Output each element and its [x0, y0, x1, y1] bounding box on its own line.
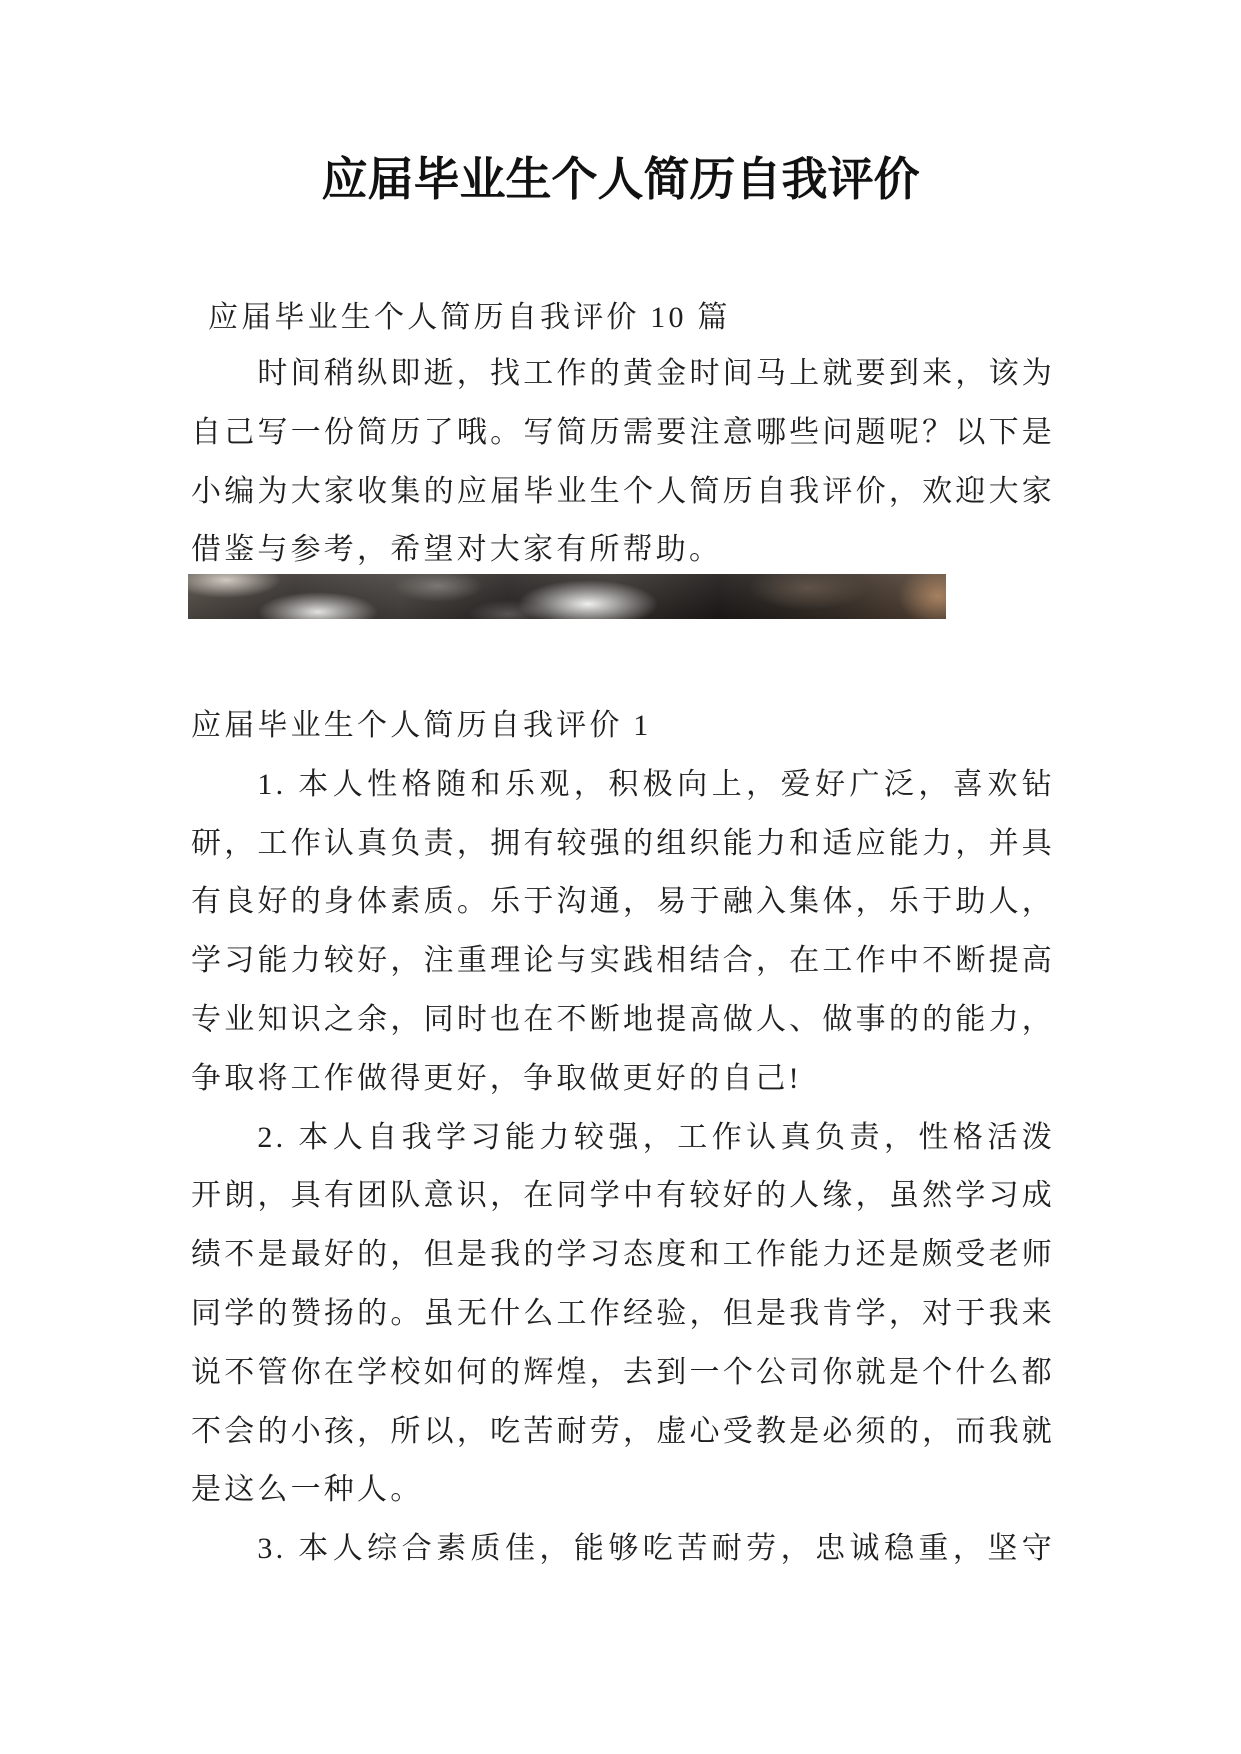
document-subtitle: 应届毕业生个人简历自我评价 10 篇	[208, 301, 731, 334]
paragraph-line: 研，工作认真负责，拥有较强的组织能力和适应能力，并具	[191, 826, 1055, 860]
paragraph-line: 小编为大家收集的应届毕业生个人简历自我评价，欢迎大家	[191, 474, 1055, 508]
article-image	[188, 574, 946, 619]
paragraph-line: 说不管你在学校如何的辉煌，去到一个公司你就是个什么都	[191, 1355, 1055, 1389]
paragraph-line: 学习能力较好，注重理论与实践相结合，在工作中不断提高	[191, 944, 1055, 978]
intro-paragraph	[191, 345, 1055, 580]
paragraph-line: 同学的赞扬的。虽无什么工作经验，但是我肯学，对于我来	[191, 1296, 1055, 1330]
paragraph-line: 开朗，具有团队意识，在同学中有较好的人缘，虽然学习成	[191, 1179, 1055, 1213]
paragraph-line: 自己写一份简历了哦。写简历需要注意哪些问题呢？以下是	[191, 415, 1055, 449]
section-heading: 应届毕业生个人简历自我评价 1	[191, 709, 652, 742]
evaluation-paragraph-1	[191, 756, 1055, 1109]
paragraph-line: 3. 本人综合素质佳，能够吃苦耐劳，忠诚稳重，坚守	[257, 1532, 1055, 1566]
paragraph-line: 时间稍纵即逝，找工作的黄金时间马上就要到来，该为	[257, 357, 1055, 390]
evaluation-paragraph-2	[191, 1109, 1055, 1521]
paragraph-line: 专业知识之余，同时也在不断地提高做人、做事的的能力，	[191, 1002, 1055, 1036]
paragraph-line: 争取将工作做得更好，争取做更好的自己!	[191, 1061, 802, 1095]
paragraph-line: 有良好的身体素质。乐于沟通，易于融入集体，乐于助人，	[191, 885, 1055, 919]
document-title: 应届毕业生个人简历自我评价	[321, 154, 920, 205]
paragraph-line: 2. 本人自我学习能力较强，工作认真负责，性格活泼	[257, 1120, 1055, 1154]
paragraph-line: 不会的小孩，所以，吃苦耐劳，虚心受教是必须的，而我就	[191, 1414, 1055, 1448]
document-subtitle-block	[208, 289, 1055, 348]
section-1	[191, 697, 1055, 1579]
evaluation-paragraph-3	[191, 1520, 1055, 1579]
paragraph-line: 是这么一种人。	[191, 1473, 424, 1507]
paragraph-line: 1. 本人性格随和乐观，积极向上，爱好广泛，喜欢钻	[257, 767, 1055, 801]
paragraph-line: 借鉴与参考，希望对大家有所帮助。	[191, 533, 723, 567]
paragraph-line: 绩不是最好的，但是我的学习态度和工作能力还是颇受老师	[191, 1238, 1055, 1272]
